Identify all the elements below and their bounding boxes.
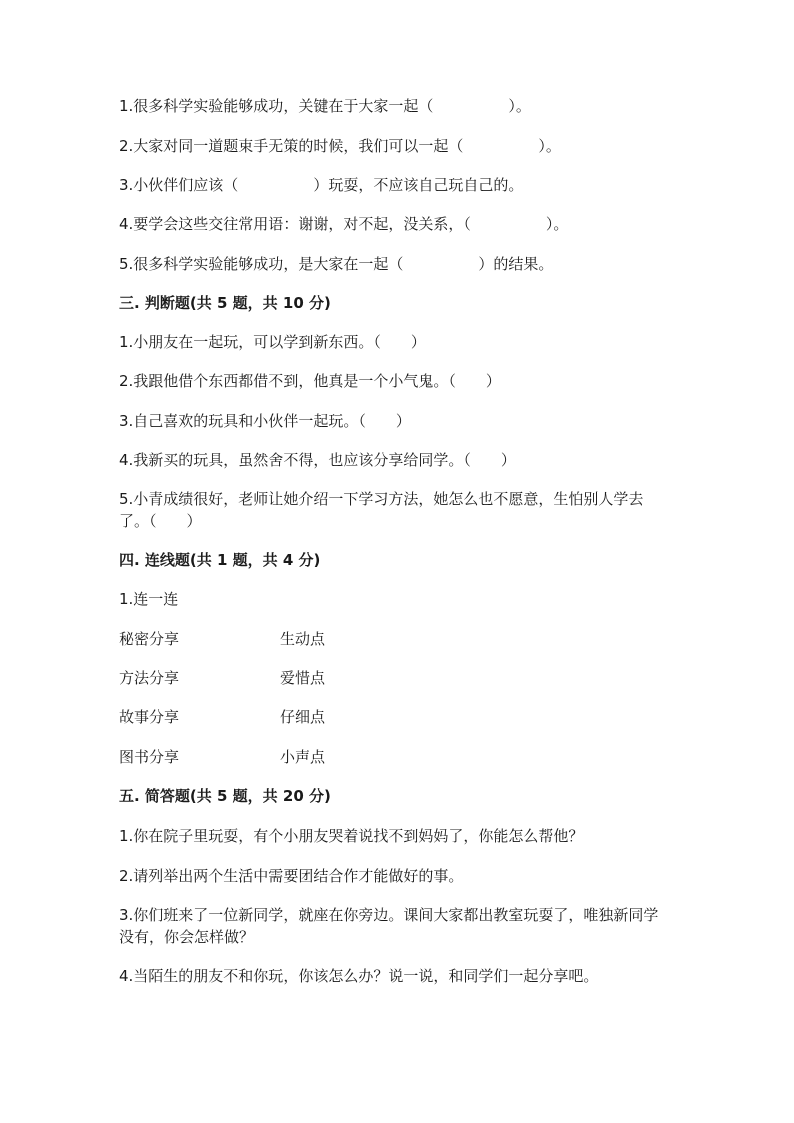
fill-blank-item-2: 2.大家对同一道题束手无策的时候，我们可以一起（ ）。 bbox=[119, 137, 561, 155]
matching-left-item-4: 图书分享 bbox=[119, 748, 180, 766]
section-heading-matching: 四. 连线题(共 1 题，共 4 分) bbox=[119, 551, 321, 569]
matching-question: 1.连一连 bbox=[119, 590, 179, 608]
judgment-item-5: 5.小青成绩很好，老师让她介绍一下学习方法，她怎么也不愿意，生怕别人学去了。（ ） bbox=[119, 490, 644, 530]
fill-blank-item-1: 1.很多科学实验能够成功，关键在于大家一起（ ）。 bbox=[119, 97, 531, 115]
matching-left-item-1: 秘密分享 bbox=[119, 630, 180, 648]
matching-left-item-3: 故事分享 bbox=[119, 708, 180, 726]
matching-right-item-1: 生动点 bbox=[280, 630, 326, 648]
matching-left-item-2: 方法分享 bbox=[119, 669, 180, 687]
fill-blank-item-5: 5.很多科学实验能够成功，是大家在一起（ ）的结果。 bbox=[119, 255, 554, 273]
short-answer-item-3: 3.你们班来了一位新同学，就座在你旁边。课间大家都出教室玩耍了，唯独新同学没有，你会怎样做？ bbox=[119, 906, 659, 946]
fill-blank-item-4: 4.要学会这些交往常用语：谢谢，对不起，没关系，（ ）。 bbox=[119, 215, 569, 233]
section-heading-short-answer: 五. 简答题(共 5 题，共 20 分) bbox=[119, 787, 331, 805]
short-answer-item-4: 4.当陌生的朋友不和你玩，你该怎么办？说一说，和同学们一起分享吧。 bbox=[119, 967, 599, 985]
section-heading-judgment: 三. 判断题(共 5 题，共 10 分) bbox=[119, 294, 331, 312]
short-answer-item-2: 2.请列举出两个生活中需要团结合作才能做好的事。 bbox=[119, 867, 464, 885]
judgment-item-4: 4.我新买的玩具，虽然舍不得，也应该分享给同学。（ ） bbox=[119, 451, 516, 469]
short-answer-item-1: 1.你在院子里玩耍，有个小朋友哭着说找不到妈妈了，你能怎么帮他？ bbox=[119, 827, 584, 845]
matching-right-item-3: 仔细点 bbox=[280, 708, 326, 726]
fill-blank-item-3: 3.小伙伴们应该（ ）玩耍，不应该自己玩自己的。 bbox=[119, 176, 524, 194]
judgment-item-3: 3.自己喜欢的玩具和小伙伴一起玩。（ ） bbox=[119, 412, 411, 430]
judgment-item-1: 1.小朋友在一起玩，可以学到新东西。（ ） bbox=[119, 333, 426, 351]
judgment-item-2: 2.我跟他借个东西都借不到，他真是一个小气鬼。（ ） bbox=[119, 372, 501, 390]
matching-right-item-2: 爱惜点 bbox=[280, 669, 326, 687]
matching-right-item-4: 小声点 bbox=[280, 748, 326, 766]
